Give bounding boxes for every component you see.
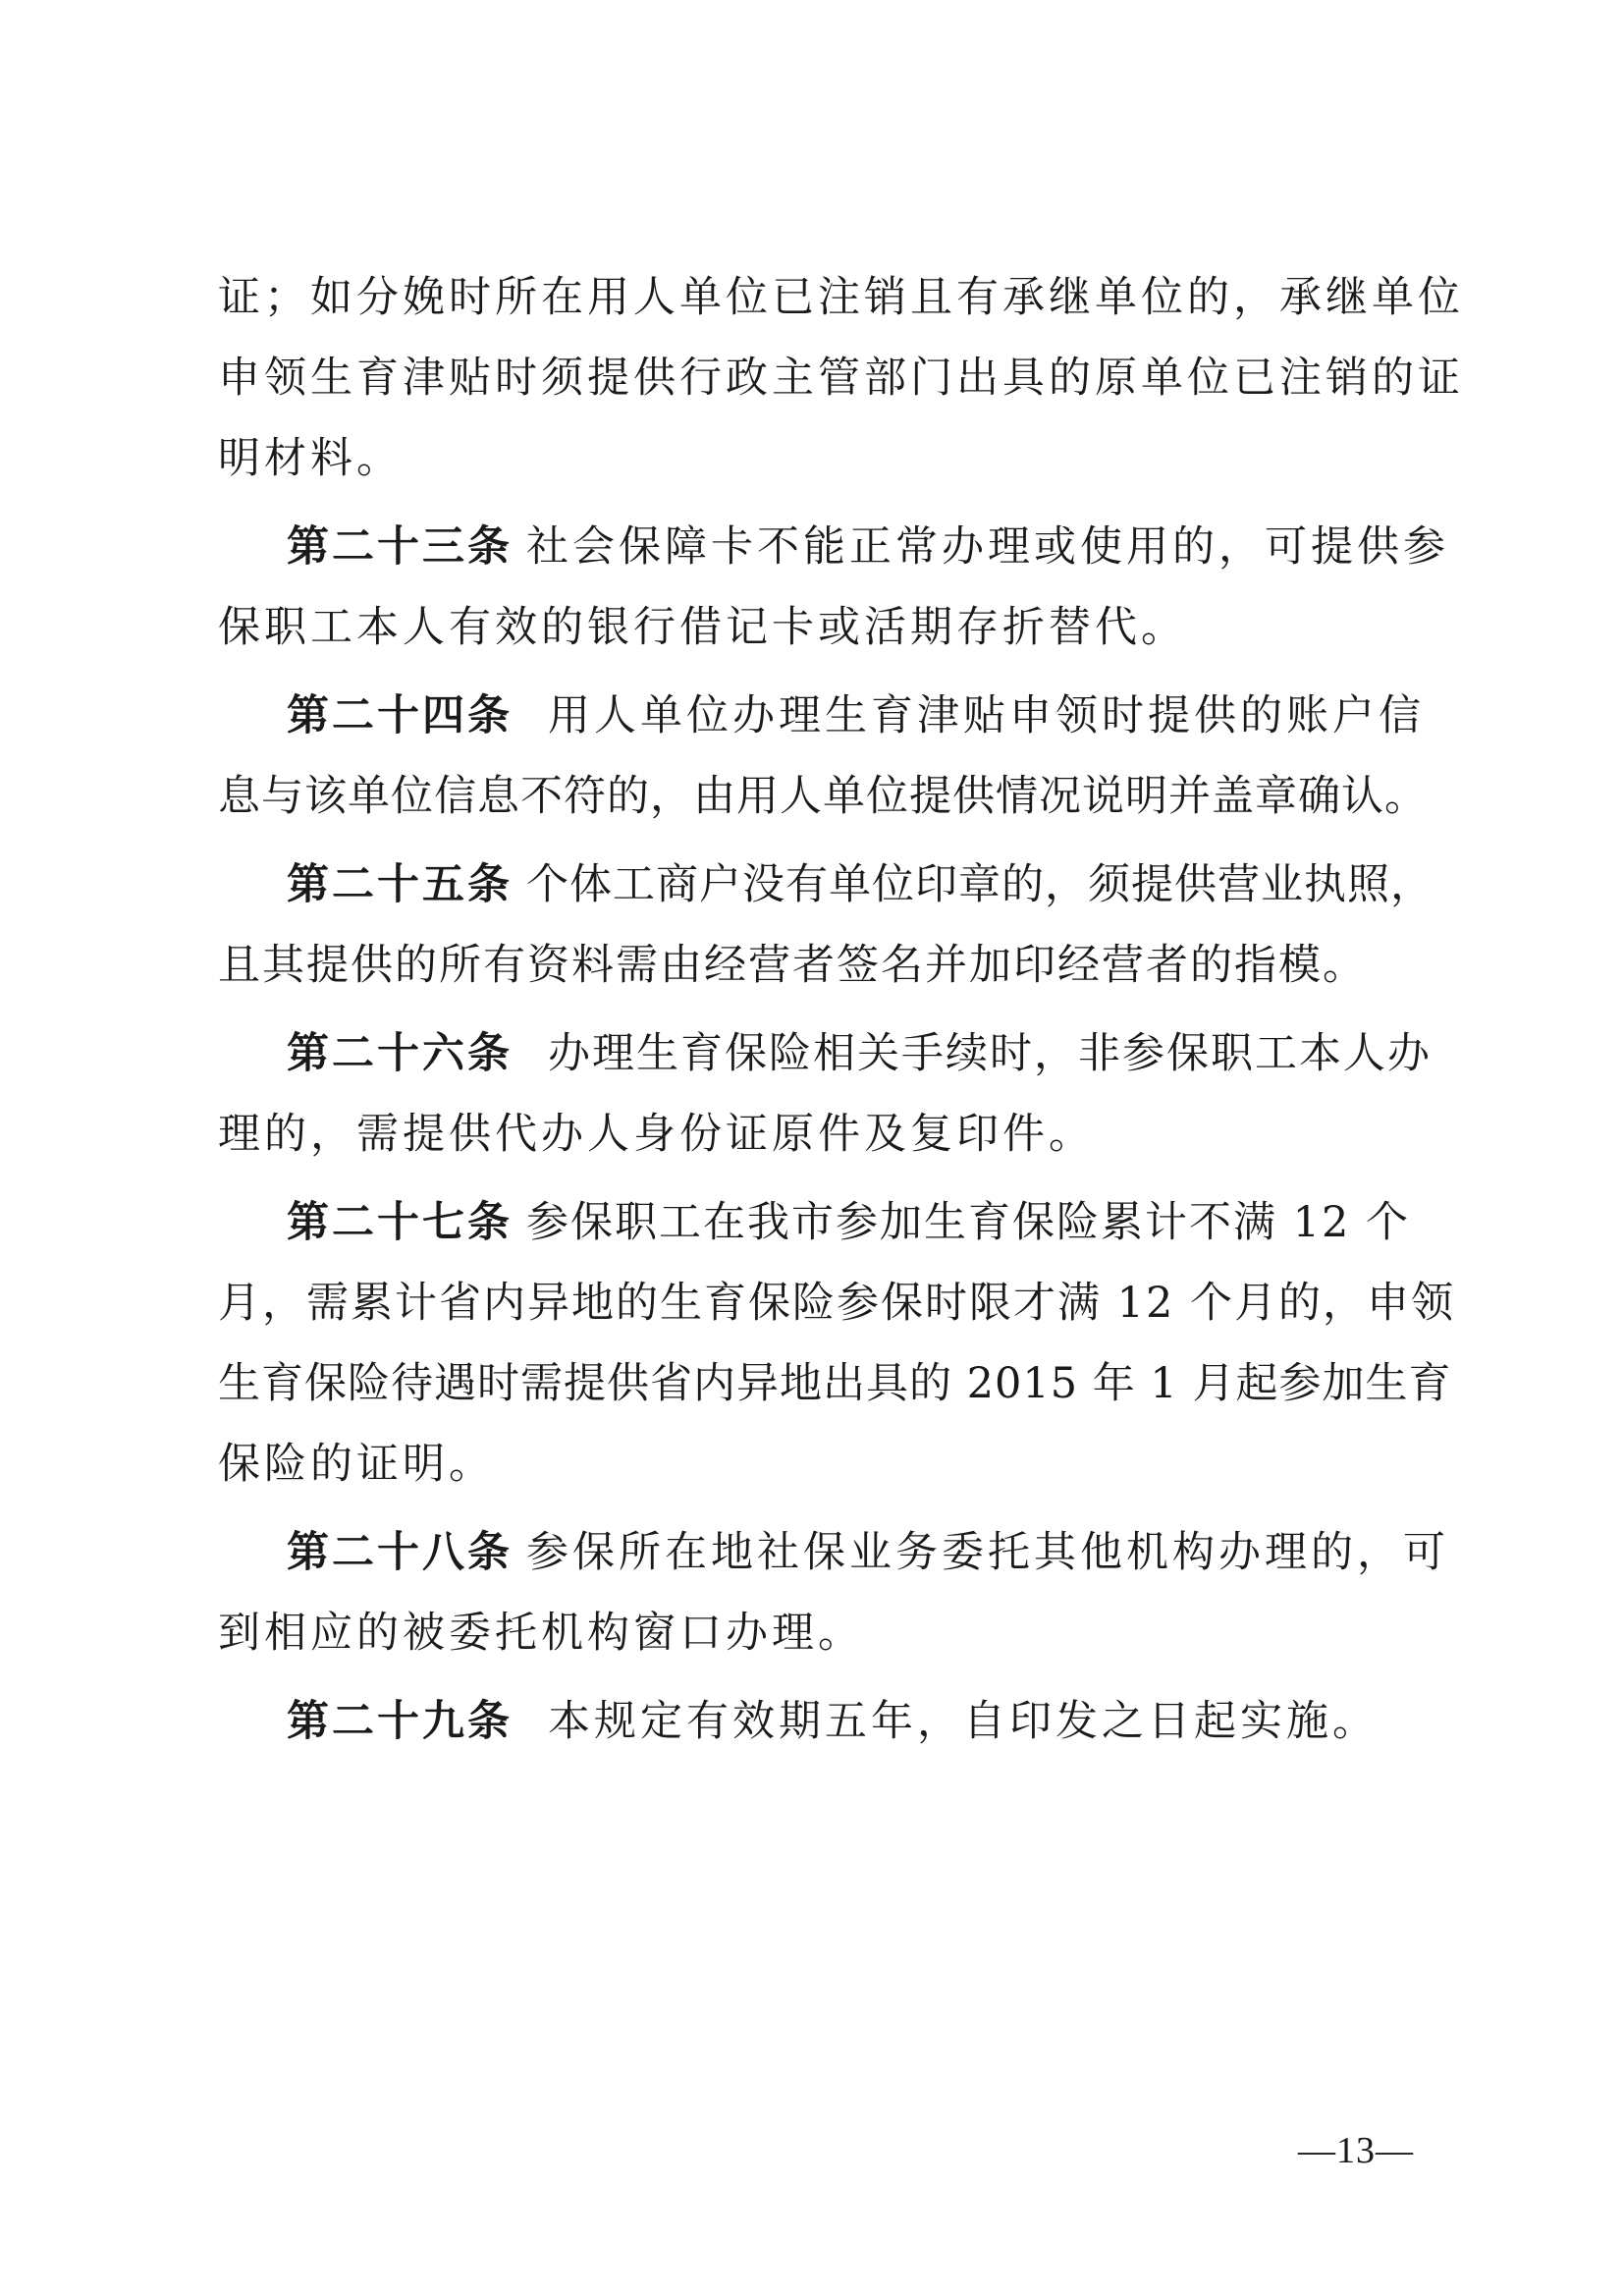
article-29 (218, 1681, 1418, 1762)
text-line: 生育保险待遇时需提供省内异地出具的 2015 年 1 月起参加生育 (218, 1359, 1452, 1408)
article-28 (218, 1512, 1449, 1673)
text-line: 证；如分娩时所在用人单位已注销且有承继单位的，承继单位 (218, 273, 1464, 322)
article-text: 参保职工在我市参加生育保险累计不满 12 个 (526, 1198, 1411, 1247)
text-line (218, 1182, 1418, 1263)
article-27 (218, 1182, 1456, 1504)
article-24 (218, 676, 1428, 837)
article-text: 办理生育保险相关手续时，非参保职工本人办 (548, 1029, 1432, 1078)
article-heading: 第二十八条 (287, 1528, 513, 1577)
page-number: —13— (1298, 2130, 1414, 2171)
article-heading: 第二十六条 (287, 1029, 513, 1078)
text-line: 保职工本人有效的银行借记卡或活期存折替代。 (218, 603, 1187, 652)
text-line (218, 1512, 1449, 1593)
article-heading: 第二十三条 (287, 522, 513, 572)
article-text: 用人单位办理生育津贴申领时提供的账户信 (548, 691, 1425, 740)
text-line: 理的，需提供代办人身份证原件及复印件。 (218, 1110, 1095, 1159)
text-line: 且其提供的所有资料需由经营者签名并加印经营者的指模。 (218, 941, 1367, 990)
text-line (218, 1013, 1432, 1094)
text-line: 月，需累计省内异地的生育保险参保时限才满 12 个月的，申领 (218, 1279, 1456, 1328)
text-line (218, 507, 1449, 587)
text-line: 申领生育津贴时须提供行政主管部门出具的原单位已注销的证 (218, 354, 1464, 403)
text-line: 明材料。 (218, 434, 403, 483)
article-23 (218, 507, 1449, 668)
text-line (218, 845, 1434, 925)
article-heading: 第二十九条 (287, 1697, 513, 1746)
text-line: 保险的证明。 (218, 1440, 495, 1489)
article-heading: 第二十七条 (287, 1198, 513, 1247)
article-text: 参保所在地社保业务委托其他机构办理的，可 (526, 1528, 1449, 1577)
text-line (218, 676, 1425, 756)
article-heading: 第二十五条 (287, 860, 513, 909)
article-25 (218, 845, 1434, 1006)
text-line: 息与该单位信息不符的，由用人单位提供情况说明并盖章确认。 (218, 772, 1428, 821)
article-text: 本规定有效期五年，自印发之日起实施。 (548, 1697, 1379, 1746)
article-text: 社会保障卡不能正常办理或使用的，可提供参 (526, 522, 1449, 572)
text-line: 到相应的被委托机构窗口办理。 (218, 1609, 864, 1658)
article-text: 个体工商户没有单位印章的，须提供营业执照， (526, 860, 1434, 909)
document-body (218, 257, 1464, 1770)
continued-paragraph (218, 257, 1464, 499)
article-heading: 第二十四条 (287, 691, 513, 740)
text-line (218, 1681, 1418, 1762)
article-26 (218, 1013, 1432, 1175)
